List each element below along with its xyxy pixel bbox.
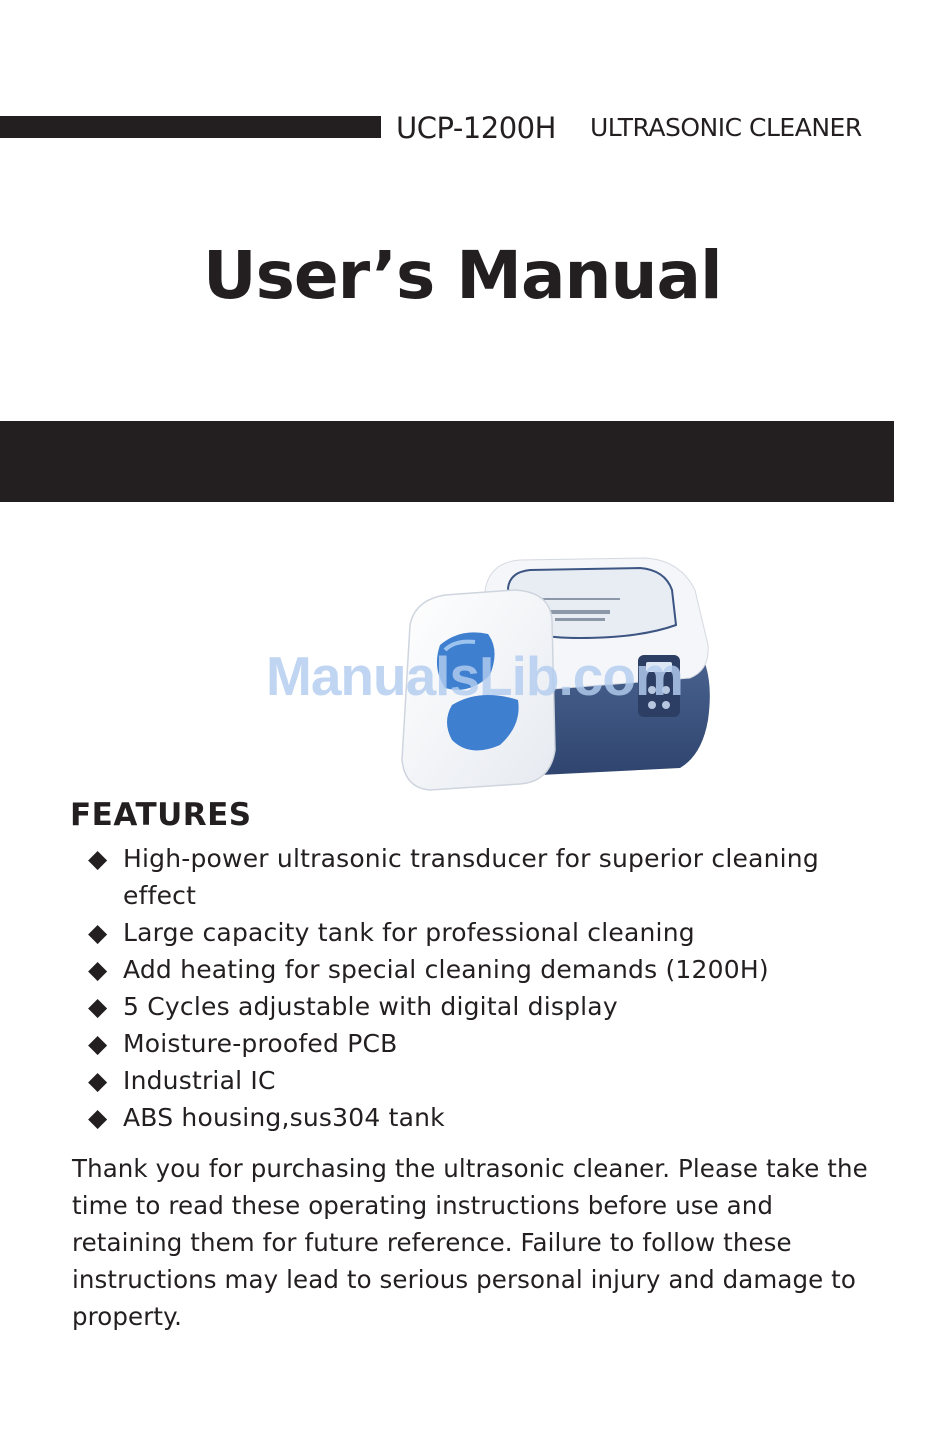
model-number: UCP-1200H (396, 111, 556, 145)
feature-text: 5 Cycles adjustable with digital display (123, 992, 618, 1021)
feature-text: ABS housing,sus304 tank (123, 1103, 445, 1132)
feature-text: Large capacity tank for professional cleaning (123, 918, 695, 947)
list-item (88, 1025, 888, 1062)
feature-text: High-power ultrasonic transducer for superior cleaning effect (123, 844, 819, 910)
feature-text: Moisture-proofed PCB (123, 1029, 398, 1058)
product-name: ULTRASONIC CLEANER (590, 113, 862, 142)
diamond-bullet-icon: ◆ (88, 1103, 108, 1132)
diamond-bullet-icon: ◆ (88, 918, 108, 947)
feature-text: Add heating for special cleaning demands (1200H) (123, 955, 769, 984)
diamond-bullet-icon: ◆ (88, 1066, 108, 1095)
page-title: User’s Manual (203, 237, 722, 314)
diamond-bullet-icon: ◆ (88, 992, 108, 1021)
features-heading: FEATURES (70, 797, 252, 833)
header-rule (0, 116, 381, 138)
watermark: ManualsLib.com (266, 645, 683, 707)
list-item (88, 840, 888, 914)
list-item (88, 1062, 888, 1099)
feature-text: Industrial IC (123, 1066, 276, 1095)
intro-paragraph: Thank you for purchasing the ultrasonic cleaner. Please take the time to read these operating instructions before use and retaining them for future reference. Failure to follow these instructions may lead to serious personal injury and damage to property. (72, 1154, 868, 1331)
diamond-bullet-icon: ◆ (88, 955, 108, 984)
list-item (88, 1099, 888, 1136)
diamond-bullet-icon: ◆ (88, 1029, 108, 1058)
list-item (88, 988, 888, 1025)
features-list (88, 840, 888, 1136)
list-item (88, 914, 888, 951)
list-item (88, 951, 888, 988)
diamond-bullet-icon: ◆ (88, 844, 108, 873)
black-banner (0, 421, 894, 502)
